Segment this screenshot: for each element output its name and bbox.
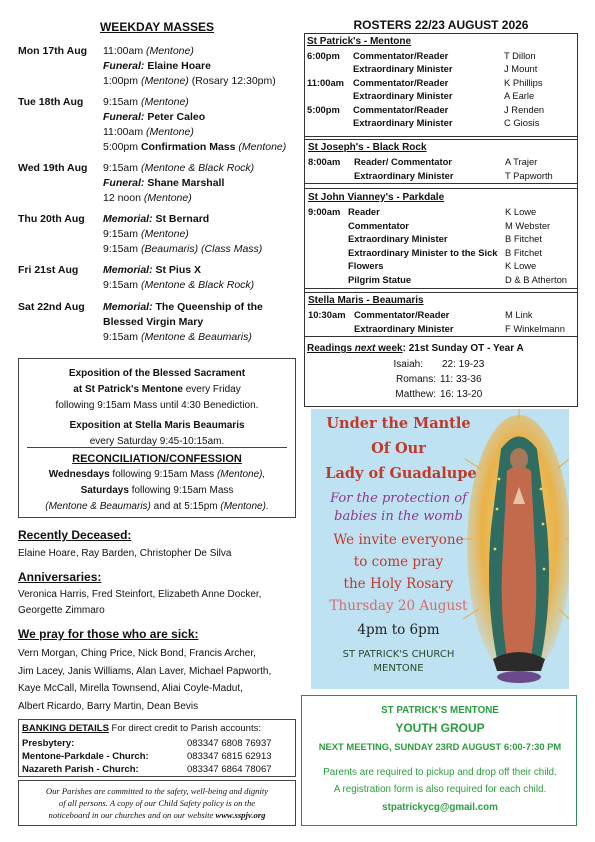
reconciliation-title: RECONCILIATION/CONFESSION [72, 453, 242, 465]
roster-person: A Earle [504, 90, 535, 102]
mass-line [103, 125, 286, 140]
mass-text: 11:00am [103, 45, 146, 57]
stella-exposition-time: every Saturday 9:45-10:15am. [89, 436, 225, 447]
roster-person: J Mount [504, 63, 538, 75]
mass-text: Blessed Virgin Mary [103, 316, 204, 328]
mass-line [103, 315, 263, 330]
reading-book: Matthew: [395, 389, 436, 400]
roster-row [308, 220, 576, 233]
mass-line [103, 212, 262, 227]
recon-wed: Wednesdays [48, 469, 110, 480]
roster-role: Commentator/Reader [354, 309, 450, 320]
mass-text: St Bernard [152, 213, 210, 225]
roster-heading: St Joseph's - Black Rock [308, 142, 427, 153]
roster-heading: St John Vianney's - Parkdale [308, 192, 445, 203]
roster-role: Extraordinary Minister [354, 322, 454, 334]
mass-text: (Mentone) [146, 126, 194, 138]
roster-person: T Papworth [505, 169, 553, 181]
banking-title: BANKING DETAILS [22, 723, 109, 734]
mass-text: 5:00pm [103, 141, 141, 153]
banking-number: 083347 6815 62913 [187, 751, 272, 762]
reading-ref: 11: 33-36 [440, 374, 482, 385]
anniversaries-names [18, 587, 296, 619]
reading-book: Romans: [395, 374, 436, 385]
roster-person: M Link [505, 309, 533, 320]
roster-row [307, 104, 575, 117]
guadalupe-poster [311, 409, 569, 689]
mass-day: Sat 22nd Aug [18, 301, 85, 313]
rosters-title: ROSTERS 22/23 AUGUST 2026 [353, 18, 529, 32]
roster-role: Flowers [348, 260, 384, 271]
mass-line [103, 227, 262, 242]
roster-row [307, 77, 575, 90]
mass-day: Thu 20th Aug [18, 213, 85, 225]
anniversaries-title: Anniversaries: [18, 570, 102, 584]
roster-row [307, 117, 575, 130]
roster-row [308, 170, 576, 183]
roster-role: Commentator [348, 219, 409, 231]
banking-box [18, 719, 296, 777]
readings-h2: next [354, 343, 376, 354]
roster-person: J Renden [504, 103, 545, 115]
roster-row [307, 90, 575, 103]
youth-registration-note: A registration form is also required for each child. [333, 784, 547, 795]
roster-person: M Webster [505, 219, 551, 231]
roster-person: B Fitchet [505, 246, 542, 258]
roster-role: Extraordinary Minister [348, 233, 448, 244]
roster-heading: Stella Maris - Beaumaris [308, 295, 424, 306]
exposition-line1: Exposition of the Blessed Sacrament [68, 368, 246, 379]
mass-text: (Mentone) [238, 141, 287, 153]
youth-title: YOUTH GROUP [395, 721, 485, 735]
mass-line [103, 176, 254, 191]
mass-text: The Queenship of the [152, 301, 263, 313]
child-safety-box [18, 780, 296, 826]
roster-person: K Lowe [505, 260, 537, 271]
mass-lines [103, 300, 263, 345]
roster-row [308, 247, 576, 260]
roster-role: Commentator/Reader [353, 103, 449, 115]
roster-stella-maris [304, 292, 578, 337]
mass-text: (Mentone & Beaumaris) [140, 331, 252, 343]
recon-sat-evening: and at 5:15pm [150, 501, 221, 512]
roster-row [308, 309, 576, 322]
poster-line11: ST PATRICK'S CHURCH [342, 649, 455, 660]
website-link[interactable]: www.sspjv.org [215, 810, 266, 820]
banking-intro: For direct credit to Parish accounts: [108, 723, 261, 734]
roster-role: Extraordinary Minister [354, 169, 454, 181]
mass-text: (Mentone & Black Rock) [140, 279, 255, 291]
roster-row [308, 233, 576, 246]
mass-text: Funeral: [103, 177, 145, 189]
mass-text: 1:00pm [103, 75, 141, 87]
mass-text: (Mentone) [140, 75, 189, 87]
readings-h1: Readings [307, 343, 355, 354]
roster-role: Commentator/Reader [353, 76, 449, 88]
recon-sat: Saturdays [80, 485, 129, 496]
anniversaries-line1: Veronica Harris, Fred Steinfort, Elizabeth Anne Docker, [18, 589, 262, 600]
mass-text: Memorial: [103, 301, 153, 313]
mass-text: 9:15am [103, 162, 141, 174]
sick-line: Vern Morgan, Ching Price, Nick Bond, Francis Archer, [18, 648, 256, 659]
roster-time: 8:00am [308, 156, 341, 167]
mass-text: 12 noon [103, 192, 144, 204]
mass-line [103, 110, 286, 125]
roster-row [307, 63, 575, 76]
mass-day: Tue 18th Aug [18, 96, 84, 108]
poster-line9: Thursday 20 August [329, 598, 468, 614]
mass-line [103, 44, 276, 59]
mass-text: Elaine Hoare [144, 60, 211, 72]
mass-day: Fri 21st Aug [18, 264, 79, 276]
poster-line1: Under the Mantle [326, 415, 471, 432]
mass-text: Memorial: [103, 213, 153, 225]
mass-text: Shane Marshall [144, 177, 225, 189]
anniversaries-line2: Georgette Zimmaro [18, 605, 105, 616]
deceased-title: Recently Deceased: [18, 528, 132, 542]
safety-line3: noticeboard in our churches and on our website [48, 810, 216, 820]
poster-line12: MENTONE [373, 663, 424, 674]
roster-row [308, 274, 576, 287]
mass-line [103, 95, 286, 110]
roster-person: D & B Atherton [505, 273, 568, 285]
recon-sat-loc: (Mentone & Beaumaris) [45, 501, 151, 512]
readings-sunday: : 21st Sunday OT - Year A [402, 343, 524, 354]
roster-person: B Fitchet [505, 233, 542, 244]
mass-line [103, 161, 254, 176]
poster-line7: to come pray [353, 554, 444, 570]
youth-pickup-note: Parents are required to pickup and drop off their child. [323, 767, 557, 778]
readings-h3: week [375, 343, 403, 354]
roster-time: 9:00am [308, 206, 341, 217]
youth-next-meeting: NEXT MEETING, SUNDAY 23RD AUGUST 6:00-7:30 PM [318, 741, 562, 752]
banking-number: 083347 6864 78067 [187, 764, 272, 775]
mass-text: 9:15am [103, 243, 141, 255]
banking-label: Presbytery: [22, 738, 75, 749]
youth-group-box [301, 695, 577, 826]
roster-role: Reader [348, 206, 380, 217]
reading-ref: 16: 13-20 [440, 389, 483, 400]
poster-line10: 4pm to 6pm [357, 622, 440, 638]
roster-role: Pilgrim Statue [348, 273, 412, 285]
banking-label: Nazareth Parish - Church: [22, 764, 139, 775]
roster-person: F Winkelmann [505, 322, 565, 334]
mass-text: Funeral: [103, 111, 145, 123]
sick-line: Albert Ricardo, Barry Martin, Dean Bevis [18, 700, 199, 712]
mass-line [103, 140, 286, 155]
mass-line [103, 263, 254, 278]
banking-label: Mentone-Parkdale - Church: [22, 751, 149, 762]
recon-sat-evening-loc: (Mentone). [220, 501, 269, 512]
mass-lines [103, 95, 286, 155]
safety-line2: of all persons. A copy of our Child Safety policy is on the [58, 798, 256, 808]
roster-role: Extraordinary Minister [353, 117, 453, 128]
mass-text: (Beaumaris) (Class Mass) [140, 243, 263, 255]
deceased-names: Elaine Hoare, Ray Barden, Christopher De Silva [18, 548, 232, 559]
mass-text: (Rosary 12:30pm) [188, 75, 276, 87]
mass-text: (Mentone) [143, 192, 192, 204]
mass-text: 9:15am [103, 279, 141, 291]
roster-heading: St Patrick's - Mentone [307, 36, 412, 47]
poster-line6: We invite everyone [333, 532, 464, 548]
poster-line4: For the protection of [330, 491, 467, 506]
mass-text: St Pius X [152, 264, 202, 276]
mass-text: (Mentone & Black Rock) [140, 162, 255, 174]
roster-st-patricks [304, 33, 578, 135]
mass-text: Peter Caleo [144, 111, 206, 123]
mass-line [103, 242, 262, 257]
sick-title: We pray for those who are sick: [18, 627, 199, 641]
stella-exposition: Exposition at Stella Maris Beaumaris [69, 420, 245, 431]
mass-line [103, 74, 276, 89]
mass-day: Mon 17th Aug [18, 45, 88, 57]
roster-row [308, 260, 576, 273]
mass-text: 9:15am [103, 331, 141, 343]
recon-wed-text: following 9:15am Mass [109, 469, 217, 480]
roster-st-josephs [304, 139, 578, 184]
exposition-time: following 9:15am Mass until 4:30 Benediction. [55, 400, 259, 411]
recon-sat-text: following 9:15am Mass [128, 485, 234, 496]
mass-text: 9:15am [103, 228, 141, 240]
reading-ref: 22: 19-23 [442, 359, 485, 370]
mass-text: 11:00am [103, 126, 146, 138]
mass-line [103, 59, 276, 74]
mass-day: Wed 19th Aug [18, 162, 88, 174]
exposition-location: at St Patrick's Mentone [73, 384, 183, 395]
roster-time: 6:00pm [307, 50, 340, 61]
mass-line [103, 191, 254, 206]
roster-time: 5:00pm [307, 103, 340, 115]
poster-line8: the Holy Rosary [343, 576, 454, 592]
roster-row [308, 206, 576, 219]
mass-text: 9:15am [103, 96, 141, 108]
roster-person: K Lowe [505, 206, 537, 217]
roster-row [307, 50, 575, 63]
weekday-masses-title: WEEKDAY MASSES [99, 20, 215, 34]
roster-person: A Trajer [505, 156, 538, 167]
mass-text: (Mentone) [140, 228, 189, 240]
roster-row [308, 156, 576, 169]
safety-line1: Our Parishes are committed to the safety, well-being and dignity [45, 786, 269, 796]
mass-text: Confirmation Mass [140, 141, 239, 153]
roster-person: C Giosis [504, 117, 540, 128]
mass-line [103, 300, 263, 315]
roster-row [308, 323, 576, 336]
roster-role: Extraordinary Minister [353, 90, 453, 102]
mass-line [103, 278, 254, 293]
poster-line2: Of Our [371, 440, 426, 457]
sick-line: Jim Lacey, Janis Williams, Alan Laver, Michael Papworth, [18, 665, 272, 677]
mass-text: Funeral: [103, 60, 145, 72]
roster-st-john-vianney [304, 188, 578, 289]
mass-text: Memorial: [103, 264, 153, 276]
roster-time: 11:00am [307, 76, 345, 88]
roster-time: 10:30am [308, 309, 346, 320]
mass-text: (Mentone) [140, 96, 189, 108]
sick-names [18, 645, 296, 715]
mass-lines [103, 263, 254, 293]
poster-line5: babies in the womb [334, 509, 463, 524]
mass-lines [103, 44, 276, 89]
roster-person: K Phillips [504, 76, 543, 88]
roster-role: Extraordinary Minister to the Sick [348, 246, 498, 258]
banking-number: 083347 6808 76937 [187, 738, 272, 749]
youth-email-link[interactable]: stpatrickycg@gmail.com [382, 802, 498, 813]
roster-role: Extraordinary Minister [353, 63, 453, 75]
roster-person: T Dillon [504, 50, 536, 61]
mass-lines [103, 212, 262, 257]
reading-book: Isaiah: [393, 359, 423, 370]
readings-box [304, 340, 578, 407]
roster-role: Commentator/Reader [353, 50, 449, 61]
poster-line3: Lady of Guadalupe [325, 465, 477, 482]
mass-text: (Mentone) [146, 45, 194, 57]
recon-wed-loc: (Mentone), [216, 469, 266, 480]
exposition-box [18, 358, 296, 518]
exposition-frequency: every Friday [182, 384, 241, 395]
sick-line: Kaye McCall, Mirella Townsend, Aliai Coyle-Madut, [18, 683, 243, 694]
youth-parish: ST PATRICK'S MENTONE [381, 705, 499, 716]
roster-role: Reader/ Commentator [354, 156, 452, 167]
mass-lines [103, 161, 254, 206]
mass-line [103, 330, 263, 345]
